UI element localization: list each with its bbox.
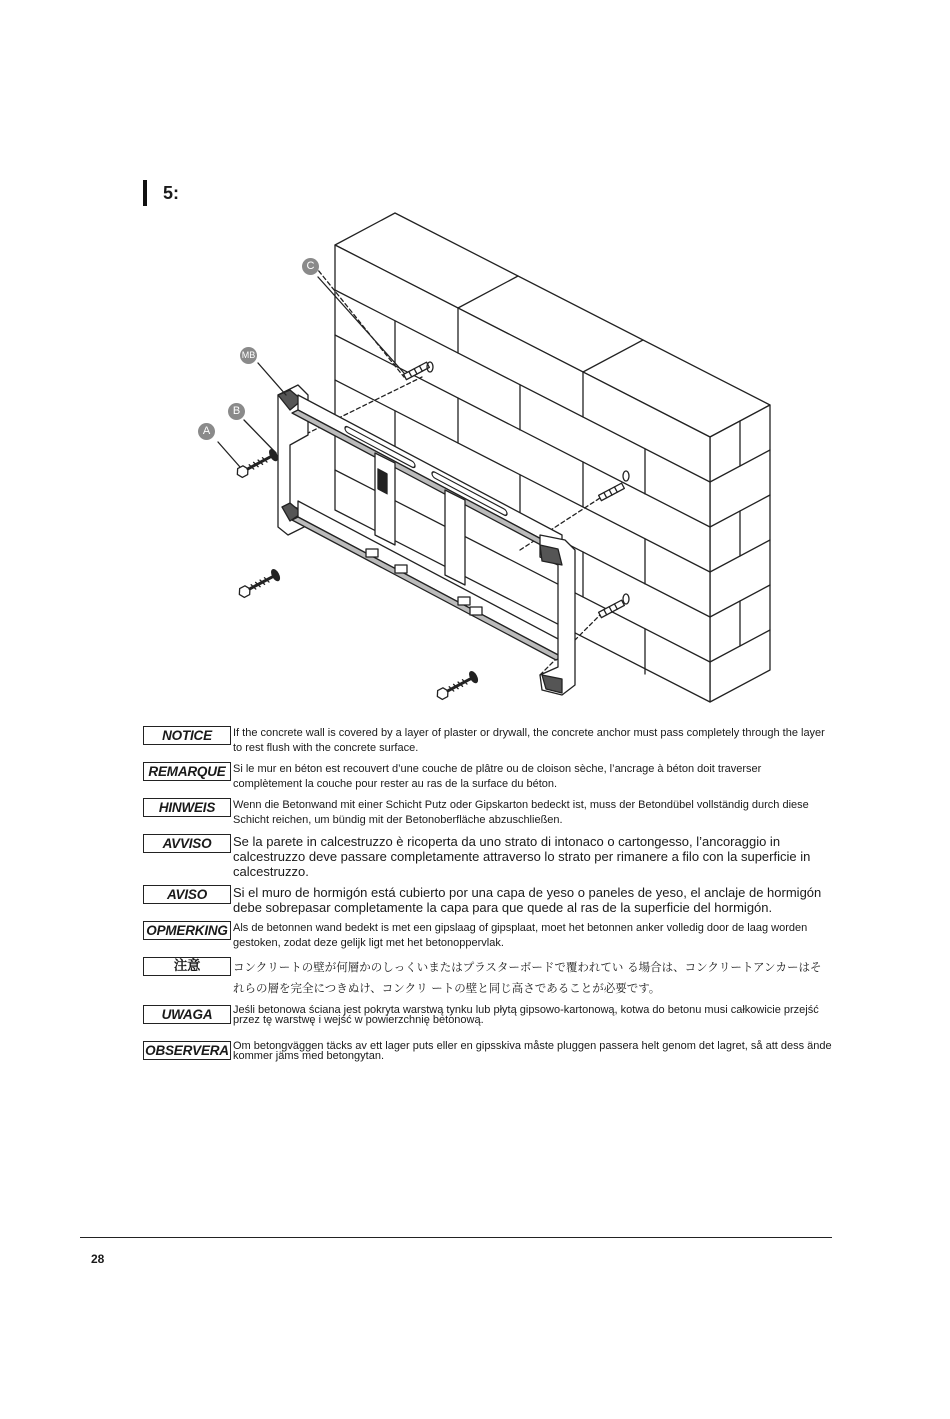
notice-label: UWAGA <box>143 1005 231 1024</box>
notice-text: Si le mur en béton est recouvert d’une couche de plâtre ou de cloison sèche, l’ancrage à béton doit traverser complètement la couche pour rester au ras de la surface du béton. <box>233 763 762 790</box>
notice-es <box>143 885 833 915</box>
notice-text: If the concrete wall is covered by a layer of plaster or drywall, the concrete anchor must pass completely through the layer to rest flush with the concrete surface. <box>233 727 825 754</box>
notice-text: Jeśli betonowa ściana jest pokryta warstwą tynku lub płytą gipsowo-kartonową, kotwa do betonu musi całkowicie przejść przez tę warstwę i wejść w powierzchnię betonową. <box>233 1004 819 1026</box>
notice-ja <box>143 957 833 999</box>
installation-figure <box>190 205 790 715</box>
notice-text: Si el muro de hormigón está cubierto por una capa de yeso o paneles de yeso, el anclaje de hormigón debe sobrepasar completamente la capa para que quede al ras de la superficie del hormigón. <box>233 885 822 915</box>
notice-text: Om betongväggen täcks av ett lager puts eller en gipsskiva måste pluggen passera helt genom det lagret, så att dess ände kommer jäms med betongytan. <box>233 1040 832 1062</box>
notice-text: コンクリートの壁が何層かのしっくいまたはプラスターボードで覆われてい る場合は、コンクリートアンカーはそれらの層を完全につきぬけ、コンクリ ートの壁と同じ高さであることが必要です。 <box>233 960 822 995</box>
notice-it <box>143 834 833 879</box>
notice-label: 注意 <box>143 957 231 976</box>
notice-label: REMARQUE <box>143 762 231 781</box>
notice-en <box>143 726 833 756</box>
notice-fr <box>143 762 833 792</box>
step-number: 5: <box>163 183 180 203</box>
notice-pl <box>143 1005 833 1035</box>
callout-a: A <box>198 423 215 440</box>
notice-label: OBSERVERA <box>143 1041 231 1060</box>
step-marker-bar <box>143 180 147 206</box>
notice-label: OPMERKING <box>143 921 231 940</box>
notice-label: HINWEIS <box>143 798 231 817</box>
notice-label: AVVISO <box>143 834 231 853</box>
notice-de <box>143 798 833 828</box>
callout-c: C <box>302 258 319 275</box>
notice-label: AVISO <box>143 885 231 904</box>
callout-b: B <box>228 403 245 420</box>
wall-mount-diagram <box>190 205 790 715</box>
notice-text: Se la parete in calcestruzzo è ricoperta da uno strato di intonaco o cartongesso, l’ancoraggio in calcestruzzo deve passare completamente attraverso lo strato per rimanere a filo con la superficie in calcestruzzo. <box>233 834 811 879</box>
footer-rule <box>80 1237 832 1238</box>
notice-text: Als de betonnen wand bedekt is met een gipslaag of gipsplaat, moet het betonnen anker volledig door de laag worden gestoken, zodat deze gelijk ligt met het betonoppervlak. <box>233 922 808 949</box>
notice-sv <box>143 1041 833 1071</box>
page-number: 28 <box>91 1252 105 1266</box>
notice-list <box>143 726 833 1077</box>
callout-mb: MB <box>240 347 257 364</box>
notice-text: Wenn die Betonwand mit einer Schicht Putz oder Gipskarton bedeckt ist, muss der Betondübel vollständig durch diese Schicht reichen, um bündig mit der Betonoberfläche abzuschließen. <box>233 799 809 826</box>
notice-nl <box>143 921 833 951</box>
notice-label: NOTICE <box>143 726 231 745</box>
